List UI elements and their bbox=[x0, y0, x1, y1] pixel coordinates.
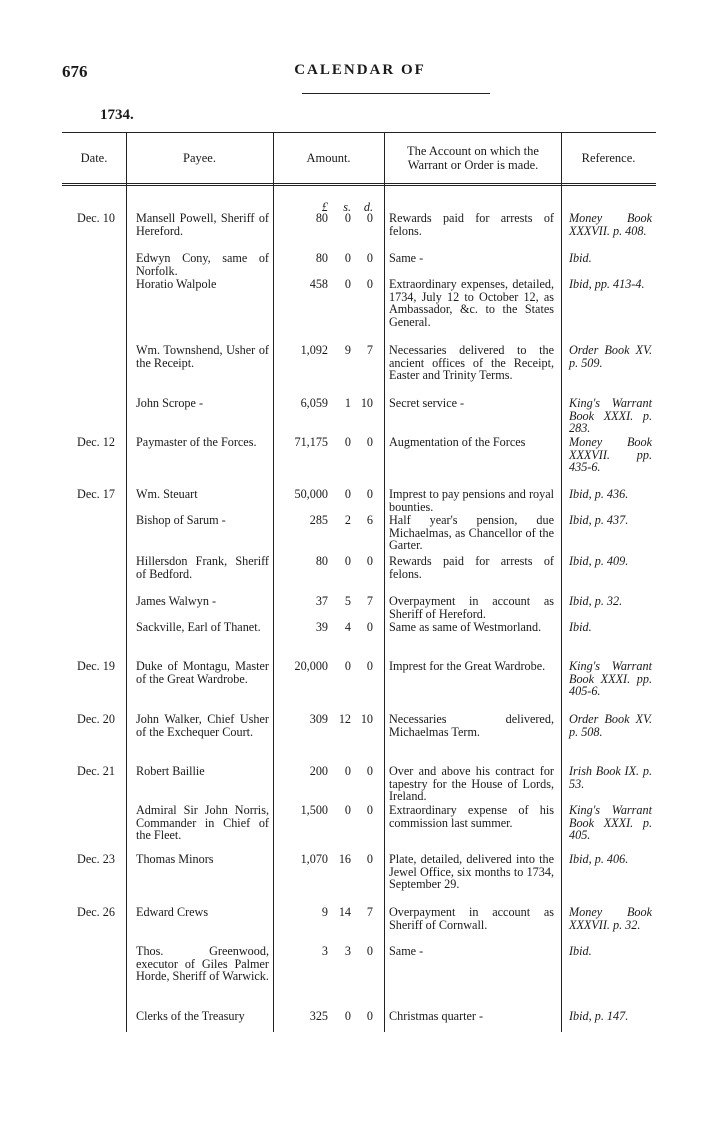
amount-pence: 0 bbox=[366, 435, 373, 449]
entry-reference: Money Book XXXVII. pp. 435-6. bbox=[569, 435, 652, 474]
entry-payee: Horatio Walpole bbox=[136, 277, 217, 291]
entry-payee: Clerks of the Treasury bbox=[136, 1009, 245, 1023]
amount-pounds: 80 bbox=[315, 251, 328, 265]
header-amount: Amount. bbox=[306, 151, 351, 165]
entry-reference: Ibid, p. 147. bbox=[569, 1009, 629, 1023]
amount-pence: 0 bbox=[366, 277, 373, 291]
amount-pence: 0 bbox=[366, 764, 373, 778]
amount-pence: 0 bbox=[366, 1009, 373, 1023]
header-payee: Payee. bbox=[183, 151, 216, 165]
amount-pounds: 6,059 bbox=[300, 396, 328, 410]
entry-reference: Ibid. bbox=[569, 944, 592, 958]
entry-account: Extraordinary expenses, detailed, 1734, July 12 to October 12, as Ambassador, &c. to the States General. bbox=[389, 277, 554, 329]
header-account: The Account on which the Warrant or Order is made. bbox=[407, 144, 539, 172]
entry-account: Christmas quarter - bbox=[389, 1009, 484, 1023]
entry-account: Same - bbox=[389, 944, 424, 958]
entry-account: Augmentation of the Forces bbox=[389, 435, 526, 449]
amount-shillings: 0 bbox=[344, 211, 351, 225]
calendar-table bbox=[62, 132, 656, 1032]
amount-shillings: 0 bbox=[344, 659, 351, 673]
title-rule bbox=[302, 93, 490, 94]
entry-payee: James Walwyn - bbox=[136, 594, 217, 608]
amount-pounds: 80 bbox=[315, 554, 328, 568]
entry-account: Overpayment in account as Sheriff of Hereford. bbox=[389, 594, 554, 621]
entry-payee: Robert Baillie bbox=[136, 764, 205, 778]
entry-reference: Money Book XXXVII. p. 32. bbox=[569, 905, 652, 932]
entry-date: Dec. 17 bbox=[77, 487, 115, 501]
entry-reference: Ibid, p. 406. bbox=[569, 852, 629, 866]
amount-pence: 0 bbox=[366, 211, 373, 225]
amount-shillings: 5 bbox=[344, 594, 351, 608]
amount-pence: 10 bbox=[360, 712, 373, 726]
amount-pounds: 9 bbox=[321, 905, 328, 919]
entry-payee: Wm. Townshend, Usher of the Receipt. bbox=[136, 343, 269, 370]
entry-payee: Bishop of Sarum - bbox=[136, 513, 226, 527]
pence-unit: d. bbox=[363, 200, 373, 214]
entry-payee: John Walker, Chief Usher of the Exchequer Court. bbox=[136, 712, 269, 739]
amount-pounds: 1,070 bbox=[300, 852, 328, 866]
amount-pence: 0 bbox=[366, 803, 373, 817]
amount-shillings: 0 bbox=[344, 764, 351, 778]
entry-reference: King's Warrant Book XXXI. p. 405. bbox=[569, 803, 652, 842]
amount-pence: 7 bbox=[366, 594, 373, 608]
header-reference: Reference. bbox=[581, 151, 636, 165]
entry-account: Extraordinary expense of his commission last summer. bbox=[389, 803, 554, 830]
amount-pounds: 325 bbox=[309, 1009, 328, 1023]
entry-date: Dec. 23 bbox=[77, 852, 115, 866]
page-number: 676 bbox=[62, 62, 88, 81]
running-title: CALENDAR OF bbox=[294, 62, 426, 78]
amount-shillings: 4 bbox=[344, 620, 351, 634]
amount-pence: 0 bbox=[366, 944, 373, 958]
entry-account: Imprest to pay pensions and royal bounties. bbox=[389, 487, 554, 514]
entry-account: Plate, detailed, delivered into the Jewel Office, six months to 1734, September 29. bbox=[389, 852, 554, 891]
amount-shillings: 1 bbox=[344, 396, 351, 410]
amount-pounds: 37 bbox=[315, 594, 328, 608]
entry-account: Overpayment in account as Sheriff of Cornwall. bbox=[389, 905, 554, 932]
amount-pounds: 39 bbox=[315, 620, 328, 634]
amount-pounds: 50,000 bbox=[294, 487, 328, 501]
entry-account: Rewards paid for arrests of felons. bbox=[389, 211, 554, 238]
entry-payee: Duke of Montagu, Master of the Great Wardrobe. bbox=[136, 659, 269, 686]
entry-reference: Ibid, p. 437. bbox=[569, 513, 629, 527]
amount-shillings: 0 bbox=[344, 1009, 351, 1023]
amount-pence: 0 bbox=[366, 852, 373, 866]
entry-date: Dec. 26 bbox=[77, 905, 115, 919]
column-divider bbox=[384, 132, 385, 1032]
entry-payee: John Scrope - bbox=[136, 396, 204, 410]
amount-shillings: 0 bbox=[344, 435, 351, 449]
amount-pence: 6 bbox=[366, 513, 373, 527]
entry-reference: Order Book XV. p. 508. bbox=[569, 712, 652, 739]
column-divider bbox=[561, 132, 562, 1032]
column-divider bbox=[273, 132, 274, 1032]
shillings-unit: s. bbox=[343, 200, 351, 214]
amount-pounds: 1,500 bbox=[300, 803, 328, 817]
entry-payee: Hillersdon Frank, Sheriff of Bedford. bbox=[136, 554, 269, 581]
amount-pounds: 80 bbox=[315, 211, 328, 225]
entry-reference: King's Warrant Book XXXI. p. 283. bbox=[569, 396, 652, 435]
entry-payee: Admiral Sir John Norris, Commander in Chief of the Fleet. bbox=[136, 803, 269, 842]
entry-reference: Ibid, p. 32. bbox=[569, 594, 623, 608]
entry-payee: Thomas Minors bbox=[136, 852, 214, 866]
entry-date: Dec. 10 bbox=[77, 211, 115, 225]
entry-date: Dec. 21 bbox=[77, 764, 115, 778]
entry-payee: Edward Crews bbox=[136, 905, 209, 919]
entry-reference: Ibid. bbox=[569, 620, 592, 634]
entry-reference: Ibid, pp. 413-4. bbox=[569, 277, 645, 291]
entry-reference: Irish Book IX. p. 53. bbox=[569, 764, 652, 791]
entry-payee: Sackville, Earl of Thanet. bbox=[136, 620, 261, 634]
amount-pounds: 200 bbox=[309, 764, 328, 778]
amount-pence: 10 bbox=[360, 396, 373, 410]
amount-pounds: 71,175 bbox=[294, 435, 328, 449]
amount-shillings: 0 bbox=[344, 251, 351, 265]
amount-pence: 0 bbox=[366, 554, 373, 568]
amount-pounds: 458 bbox=[309, 277, 328, 291]
entry-account: Same as same of Westmorland. bbox=[389, 620, 542, 634]
year-heading: 1734. bbox=[100, 107, 134, 123]
amount-pence: 7 bbox=[366, 905, 373, 919]
entry-reference: King's Warrant Book XXXI. pp. 405-6. bbox=[569, 659, 652, 698]
entry-date: Dec. 20 bbox=[77, 712, 115, 726]
amount-pounds: 1,092 bbox=[300, 343, 328, 357]
entry-account: Same - bbox=[389, 251, 424, 265]
amount-pounds: 20,000 bbox=[294, 659, 328, 673]
entry-reference: Ibid, p. 409. bbox=[569, 554, 629, 568]
entry-account: Over and above his contract for tapestry for the House of Lords, Ireland. bbox=[389, 764, 554, 803]
amount-pounds: 3 bbox=[321, 944, 328, 958]
column-divider bbox=[126, 132, 127, 1032]
amount-shillings: 12 bbox=[338, 712, 351, 726]
entry-reference: Order Book XV. p. 509. bbox=[569, 343, 652, 370]
amount-shillings: 14 bbox=[338, 905, 351, 919]
entry-account: Half year's pension, due Michaelmas, as Chancellor of the Garter. bbox=[389, 513, 554, 552]
amount-pence: 0 bbox=[366, 620, 373, 634]
entry-reference: Ibid, p. 436. bbox=[569, 487, 629, 501]
amount-pence: 7 bbox=[366, 343, 373, 357]
amount-shillings: 0 bbox=[344, 554, 351, 568]
entry-account: Secret service - bbox=[389, 396, 465, 410]
amount-pounds: 285 bbox=[309, 513, 328, 527]
amount-shillings: 2 bbox=[344, 513, 351, 527]
entry-payee: Paymaster of the Forces. bbox=[136, 435, 257, 449]
amount-pence: 0 bbox=[366, 251, 373, 265]
amount-pounds: 309 bbox=[309, 712, 328, 726]
entry-reference: Money Book XXXVII. p. 408. bbox=[569, 211, 652, 238]
entry-reference: Ibid. bbox=[569, 251, 592, 265]
entry-payee: Thos. Greenwood, executor of Giles Palmer Horde, Sheriff of Warwick. bbox=[136, 944, 269, 983]
amount-shillings: 3 bbox=[344, 944, 351, 958]
amount-shillings: 0 bbox=[344, 803, 351, 817]
entry-payee: Edwyn Cony, same of Norfolk. bbox=[136, 251, 269, 278]
amount-shillings: 16 bbox=[338, 852, 351, 866]
amount-pence: 0 bbox=[366, 487, 373, 501]
entry-account: Imprest for the Great Wardrobe. bbox=[389, 659, 546, 673]
entry-account: Necessaries delivered, Michaelmas Term. bbox=[389, 712, 554, 739]
entry-payee: Wm. Steuart bbox=[136, 487, 198, 501]
amount-shillings: 0 bbox=[344, 487, 351, 501]
entry-account: Rewards paid for arrests of felons. bbox=[389, 554, 554, 581]
amount-shillings: 9 bbox=[344, 343, 351, 357]
header-date: Date. bbox=[80, 151, 108, 165]
pounds-unit: £ bbox=[321, 200, 328, 214]
amount-pence: 0 bbox=[366, 659, 373, 673]
entry-date: Dec. 19 bbox=[77, 659, 115, 673]
amount-shillings: 0 bbox=[344, 277, 351, 291]
entry-payee: Mansell Powell, Sheriff of Hereford. bbox=[136, 211, 269, 238]
entry-date: Dec. 12 bbox=[77, 435, 115, 449]
entry-account: Necessaries delivered to the ancient offices of the Receipt, Easter and Trinity Terms. bbox=[389, 343, 554, 382]
